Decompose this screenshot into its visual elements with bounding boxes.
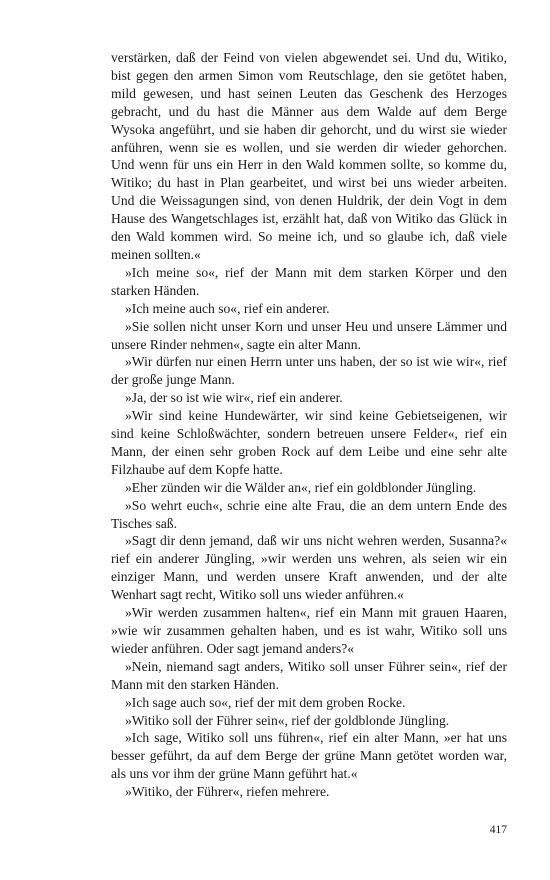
paragraph: »Witiko soll der Führer sein«, rief der goldblonde Jüngling. bbox=[125, 712, 450, 728]
paragraph: »Sagt dir denn jemand, daß wir uns nicht wehren werden, Susanna?« rief ein anderer Jüngling, »wir werden uns wehren, als seien wir ein einziger Mann, und werden unsere Kraft anwenden, und der alte Wenhart sagt recht, Witiko soll uns wieder anführen.« bbox=[111, 533, 507, 603]
paragraph: »Wir dürfen nur einen Herrn unter uns haben, der so ist wie wir«, rief der große junge Mann. bbox=[111, 354, 507, 388]
paragraph: »Wir werden zusammen halten«, rief ein Mann mit grauen Haaren, »wie wir zusammen gehalten haben, und es ist wahr, Witiko soll uns wieder anführen. Oder sagt jemand anders?« bbox=[111, 605, 507, 656]
paragraph: »Ja, der so ist wie wir«, rief ein anderer. bbox=[125, 390, 343, 406]
paragraph: »Ich sage, Witiko soll uns führen«, rief ein alter Mann, »er hat uns besser geführt, da auf dem Berge der grüne Mann getötet worden war, als uns vor ihm der grüne Mann geführt hat.« bbox=[111, 730, 507, 782]
paragraph: »Witiko, der Führer«, riefen mehrere. bbox=[125, 784, 330, 800]
paragraph-continuation: verstärken, daß der Feind von vielen abgewendet sei. Und du, Witiko, bist gegen den armen Simon vom Reutschlage, den sie getötet haben, mild gewesen, und hast seinen Leuten das Geschenk des Herzoges gebracht, und du hast die Männer aus dem Walde auf dem Berge Wysoka angeführt, und sie haben dir gehorcht, und du wirst sie wieder anführen, wenn sie es wollen, und sie werden dir wieder gehorchen. Und wenn für uns ein Herr in den Wald kommen sollte, so komme du, Witiko; du hast in Plan gearbeitet, und wirst bei uns wieder arbeiten. Und die Weissagungen sind, von denen Huldrik, der dein Vogt in dem Hause des Wangetschlages ist, erzählt hat, daß von Witiko das Glück in den Wald kommen wird. So meine ich, und so glaube ich, daß viele meinen sollten.« bbox=[111, 50, 507, 262]
paragraph: »Nein, niemand sagt anders, Witiko soll unser Führer sein«, rief der Mann mit den starken Händen. bbox=[111, 658, 507, 692]
paragraph: »So wehrt euch«, schrie eine alte Frau, die an dem untern Ende des Tisches saß. bbox=[111, 497, 507, 531]
paragraph: »Ich sage auch so«, rief der mit dem groben Rocke. bbox=[125, 694, 406, 710]
page-text bbox=[111, 49, 507, 801]
paragraph: »Ich meine auch so«, rief ein anderer. bbox=[125, 300, 330, 316]
paragraph: »Ich meine so«, rief der Mann mit dem starken Körper und den starken Händen. bbox=[111, 264, 507, 298]
paragraph: »Wir sind keine Hundewärter, wir sind keine Gebietseigenen, wir sind keine Schloßwächter, sondern betreuen unsere Felder«, rief ein Mann, der einen sehr groben Rock auf dem Leibe und eine sehr alte Filzhaube auf dem Kopfe hatte. bbox=[111, 408, 507, 477]
paragraph: »Sie sollen nicht unser Korn und unser Heu und unsere Lämmer und unsere Rinder nehmen«, sagte ein alter Mann. bbox=[111, 318, 507, 352]
paragraph: »Eher zünden wir die Wälder an«, rief ein goldblonder Jüngling. bbox=[125, 479, 477, 495]
page-number: 417 bbox=[489, 824, 507, 836]
